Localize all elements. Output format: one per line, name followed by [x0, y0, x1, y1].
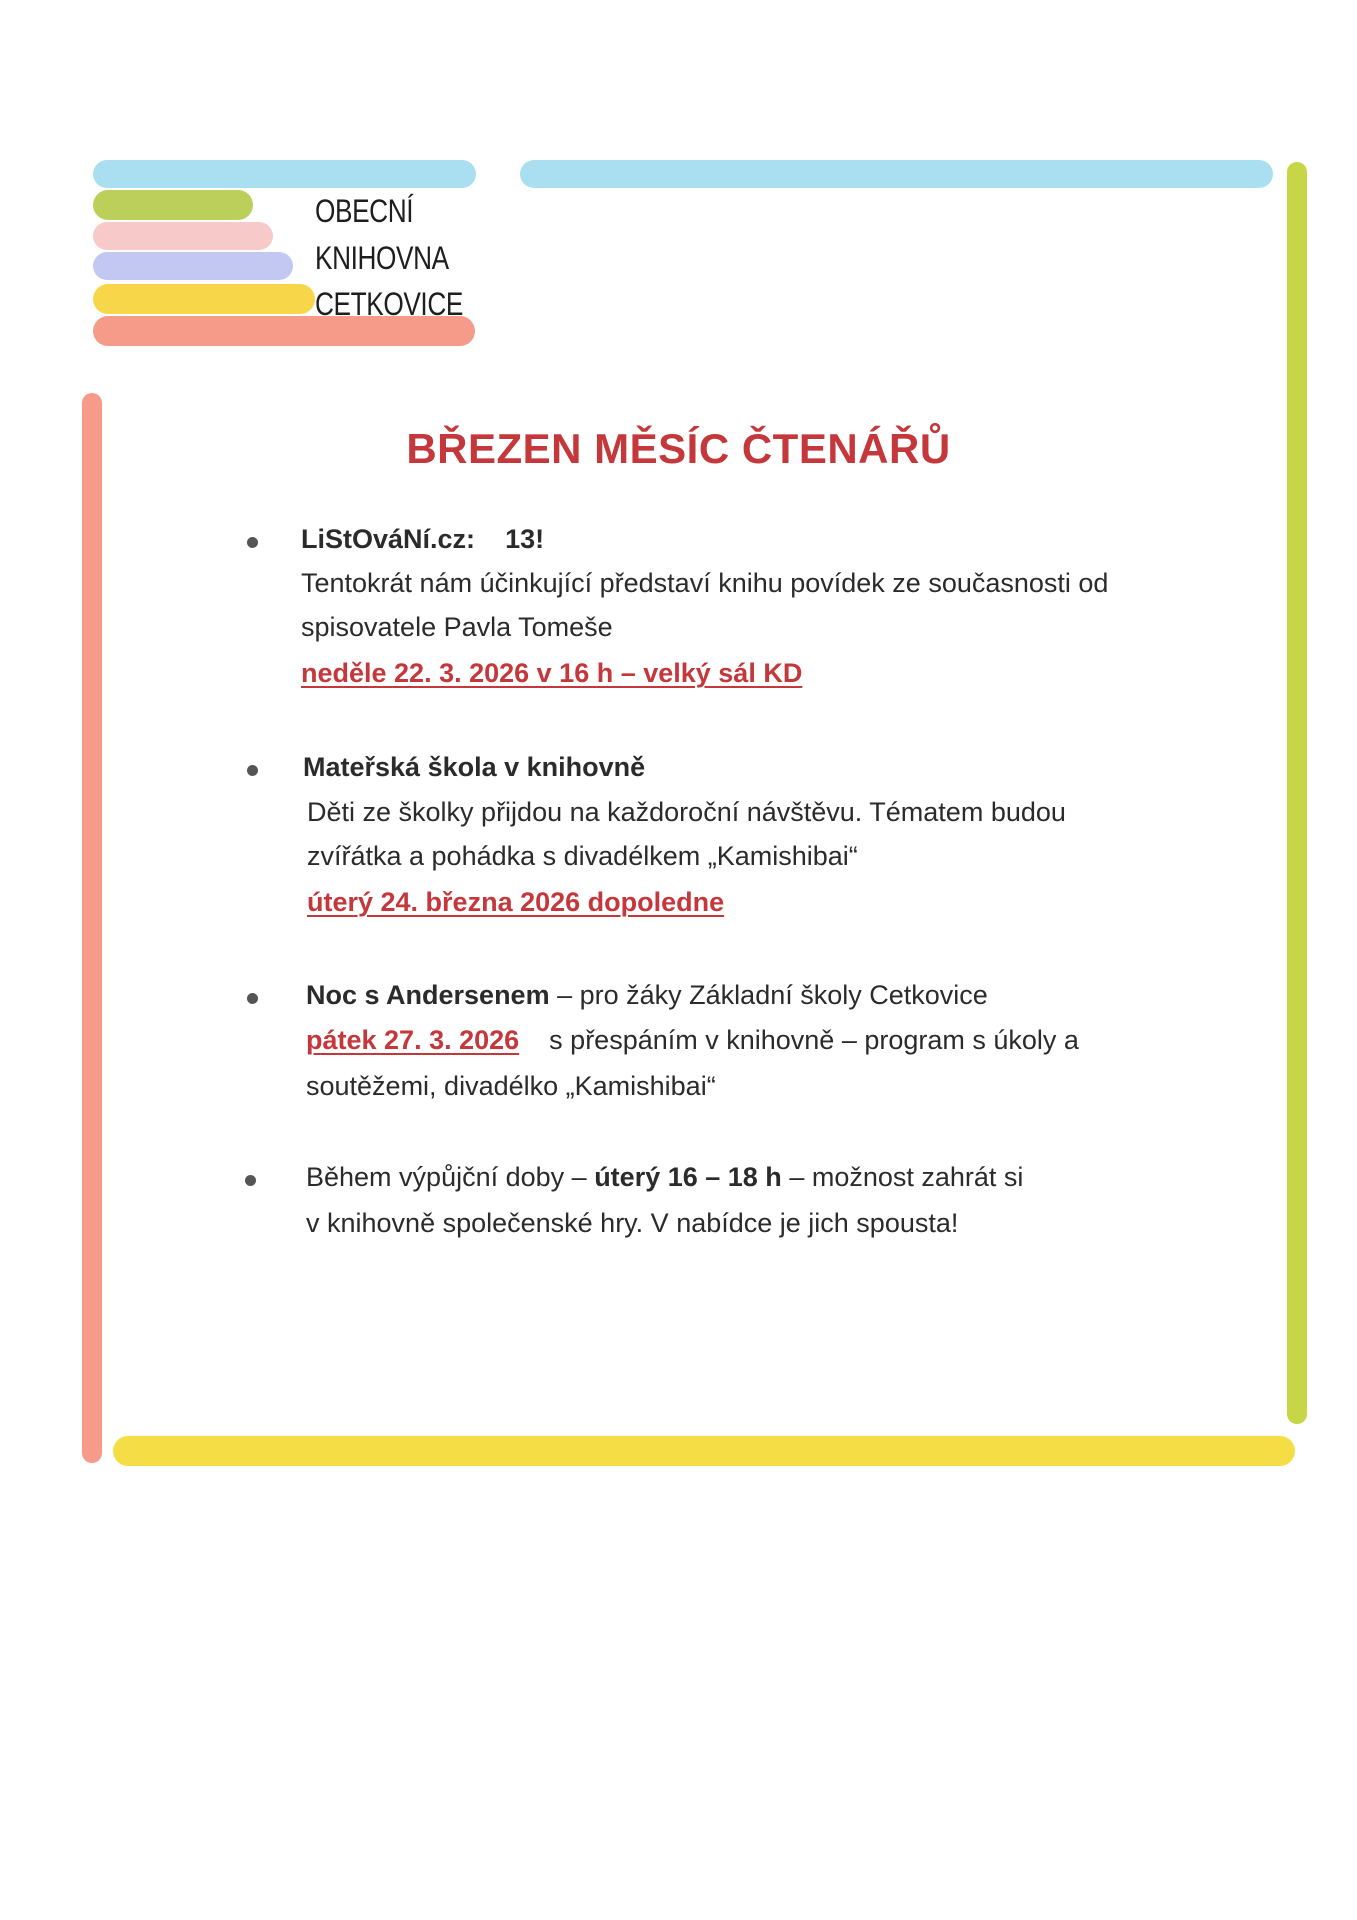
- item-date: [307, 887, 724, 918]
- logo-stripe-green: [93, 190, 253, 220]
- item-text: – možnost zahrát si: [789, 1162, 1024, 1192]
- bullet-icon: [247, 537, 258, 548]
- item-heading: Mateřská škola v knihovně: [303, 752, 646, 782]
- item-heading: Noc s Andersenem: [306, 980, 550, 1010]
- item-heading: LiStOváNí.cz:: [301, 524, 476, 554]
- bullet-icon: [247, 765, 258, 776]
- item-heading-line: [306, 980, 988, 1011]
- page-title: BŘEZEN MĚSÍC ČTENÁŘŮ: [406, 425, 951, 472]
- frame-left-bar: [82, 393, 102, 1463]
- frame-right-bar: [1287, 162, 1307, 1424]
- logo-stripe-blue: [93, 160, 476, 188]
- frame-bottom-bar: [113, 1436, 1295, 1466]
- item-text: v knihovně společenské hry. V nabídce je jich spousta!: [306, 1208, 959, 1238]
- logo-stripe-yellow: [93, 284, 315, 314]
- item-text-line: [306, 1025, 1079, 1056]
- item-date: [301, 658, 802, 689]
- event-date: pátek 27. 3. 2026: [306, 1025, 520, 1055]
- item-heading-rest: – pro žáky Základní školy Cetkovice: [557, 980, 988, 1010]
- item-heading-line: [303, 752, 645, 783]
- logo-text-knihovna: KNIHOVNA: [315, 240, 449, 276]
- item-text: Tentokrát nám účinkující představí knihu povídek ze současnosti od: [301, 568, 1109, 598]
- item-heading-line: [301, 524, 544, 555]
- item-text-line: [306, 1162, 1023, 1193]
- item-text: Během výpůjční doby –: [306, 1162, 587, 1192]
- event-date: úterý 24. března 2026 dopoledne: [307, 887, 725, 917]
- item-text: soutěžemi, divadélko „Kamishibai“: [306, 1071, 716, 1101]
- logo-text-cetkovice: CETKOVICE: [315, 286, 463, 322]
- event-date: neděle 22. 3. 2026 v 16 h – velký sál KD: [301, 658, 803, 688]
- frame-top-bar: [520, 160, 1273, 188]
- bullet-icon: [245, 1175, 256, 1186]
- logo-stripe-pink: [93, 222, 273, 250]
- bullet-icon: [247, 993, 258, 1004]
- logo-text-obecni: OBECNÍ: [315, 193, 414, 229]
- item-text: s přespáním v knihovně – program s úkoly a: [549, 1025, 1079, 1055]
- item-heading-extra: 13!: [505, 524, 545, 554]
- item-bold-text: úterý 16 – 18 h: [594, 1162, 782, 1192]
- item-text: spisovatele Pavla Tomeše: [301, 612, 613, 642]
- item-text: Děti ze školky přijdou na každoroční návštěvu. Tématem budou: [307, 797, 1066, 827]
- logo-stripe-lavender: [93, 252, 293, 280]
- item-text: zvířátka a pohádka s divadélkem „Kamishibai“: [307, 841, 858, 871]
